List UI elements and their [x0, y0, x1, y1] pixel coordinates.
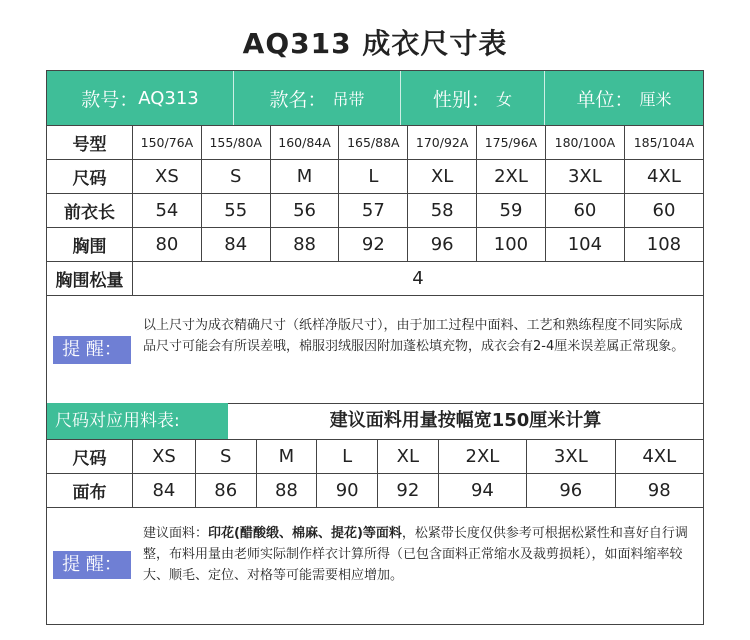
- fabric-section-label: 尺码对应用料表:: [47, 403, 228, 439]
- fabric-section-header: [47, 403, 703, 439]
- front-length-cell: 54: [133, 194, 202, 228]
- front-length-row: [47, 194, 704, 228]
- fabric-amount-cell: 90: [317, 474, 378, 508]
- unit-cell: [545, 71, 703, 125]
- fabric-amount-cell: 92: [378, 474, 439, 508]
- model-label: 号型: [47, 126, 133, 160]
- front-length-cell: 60: [545, 194, 624, 228]
- style-name-cell: [234, 71, 401, 125]
- size-table: [46, 125, 704, 296]
- fabric-amount-label: 面布: [47, 474, 133, 508]
- front-length-cell: 59: [477, 194, 546, 228]
- fabric-amount-cell: 96: [527, 474, 615, 508]
- style-number-cell: [47, 71, 234, 125]
- chest-cell: 80: [133, 228, 202, 262]
- fabric-size-cell: XL: [378, 440, 439, 474]
- fabric-section-heading: 建议面料用量按幅宽150厘米计算: [329, 410, 602, 431]
- fabric-size-label: 尺码: [47, 440, 133, 474]
- fabric-size-cell: 2XL: [438, 440, 526, 474]
- ease-label: 胸围松量: [47, 262, 133, 296]
- chest-cell: 92: [339, 228, 408, 262]
- reminder-text: 以上尺寸为成衣精确尺寸（纸样净版尺寸），由于加工过程中面料、工艺和熟练程度不同实际成品尺寸可能会有所误差哦，棉服羽绒服因附加蓬松填充物，成衣会有2-4厘米误差属正常现象。: [143, 318, 685, 354]
- fabric-size-cell: S: [195, 440, 256, 474]
- size-label: 尺码: [47, 160, 133, 194]
- reminder-rest: ，松紧带长度仅供参考可根据松紧性和喜好自行调整，布料用量由老师实际制作样衣计算所得（已包含面料正常缩水及裁剪损耗），如面料缩率较大、顺毛、定位、对格等可能需要相应增加。: [143, 526, 688, 583]
- unit-value: 厘米: [639, 89, 672, 109]
- reminder-badge: 提 醒：: [53, 551, 131, 579]
- fabric-amount-cell: 86: [195, 474, 256, 508]
- fabric-amount-cell: 94: [438, 474, 526, 508]
- size-row: [47, 160, 704, 194]
- size-cell: L: [339, 160, 408, 194]
- style-number-value: AQ313: [138, 87, 199, 109]
- fabric-size-cell: L: [317, 440, 378, 474]
- front-length-label: 前衣长: [47, 194, 133, 228]
- chest-cell: 104: [545, 228, 624, 262]
- style-name-value: 吊带: [332, 89, 365, 109]
- chest-cell: 84: [201, 228, 270, 262]
- page-title: AQ313 成衣尺寸表: [242, 27, 508, 60]
- ease-value: 4: [133, 262, 704, 296]
- reminder-note-2: [47, 507, 703, 624]
- reminder-badge: 提 醒：: [53, 336, 131, 364]
- size-cell: 3XL: [545, 160, 624, 194]
- info-banner: [47, 71, 703, 125]
- size-cell: 2XL: [477, 160, 546, 194]
- style-number-label: 款号：: [81, 88, 139, 111]
- model-cell: 170/92A: [408, 126, 477, 160]
- fabric-amount-cell: 98: [615, 474, 703, 508]
- fabric-size-cell: 3XL: [527, 440, 615, 474]
- model-cell: 160/84A: [270, 126, 339, 160]
- front-length-cell: 56: [270, 194, 339, 228]
- model-cell: 150/76A: [133, 126, 202, 160]
- size-cell: M: [270, 160, 339, 194]
- fabric-size-cell: 4XL: [615, 440, 703, 474]
- fabric-table: [46, 439, 704, 508]
- front-length-cell: 55: [201, 194, 270, 228]
- size-cell: XL: [408, 160, 477, 194]
- reminder-prefix: 建议面料：: [143, 526, 209, 541]
- reminder-note-1: [47, 296, 703, 403]
- front-length-cell: 58: [408, 194, 477, 228]
- gender-cell: [401, 71, 545, 125]
- size-chart: [46, 70, 704, 625]
- model-row: [47, 126, 704, 160]
- fabric-size-cell: M: [256, 440, 317, 474]
- chest-cell: 96: [408, 228, 477, 262]
- model-cell: 175/96A: [477, 126, 546, 160]
- model-cell: 155/80A: [201, 126, 270, 160]
- style-name-label: 款名：: [269, 88, 327, 111]
- ease-row: [47, 262, 704, 296]
- model-cell: 165/88A: [339, 126, 408, 160]
- model-cell: 180/100A: [545, 126, 624, 160]
- fabric-amount-cell: 84: [133, 474, 196, 508]
- reminder-fabric-types: 印花(醋酸缎、棉麻、提花)等面料: [208, 526, 402, 541]
- fabric-size-row: [47, 440, 704, 474]
- unit-label: 单位：: [576, 88, 634, 111]
- size-cell: 4XL: [624, 160, 703, 194]
- fabric-amount-row: [47, 474, 704, 508]
- front-length-cell: 57: [339, 194, 408, 228]
- chest-row: [47, 228, 704, 262]
- gender-value: 女: [496, 89, 513, 109]
- size-cell: XS: [133, 160, 202, 194]
- fabric-size-cell: XS: [133, 440, 196, 474]
- chest-cell: 108: [624, 228, 703, 262]
- model-cell: 185/104A: [624, 126, 703, 160]
- chest-cell: 100: [477, 228, 546, 262]
- size-cell: S: [201, 160, 270, 194]
- reminder-text-2: [143, 523, 693, 586]
- gender-label: 性别：: [432, 88, 490, 111]
- fabric-amount-cell: 88: [256, 474, 317, 508]
- chest-label: 胸围: [47, 228, 133, 262]
- front-length-cell: 60: [624, 194, 703, 228]
- chest-cell: 88: [270, 228, 339, 262]
